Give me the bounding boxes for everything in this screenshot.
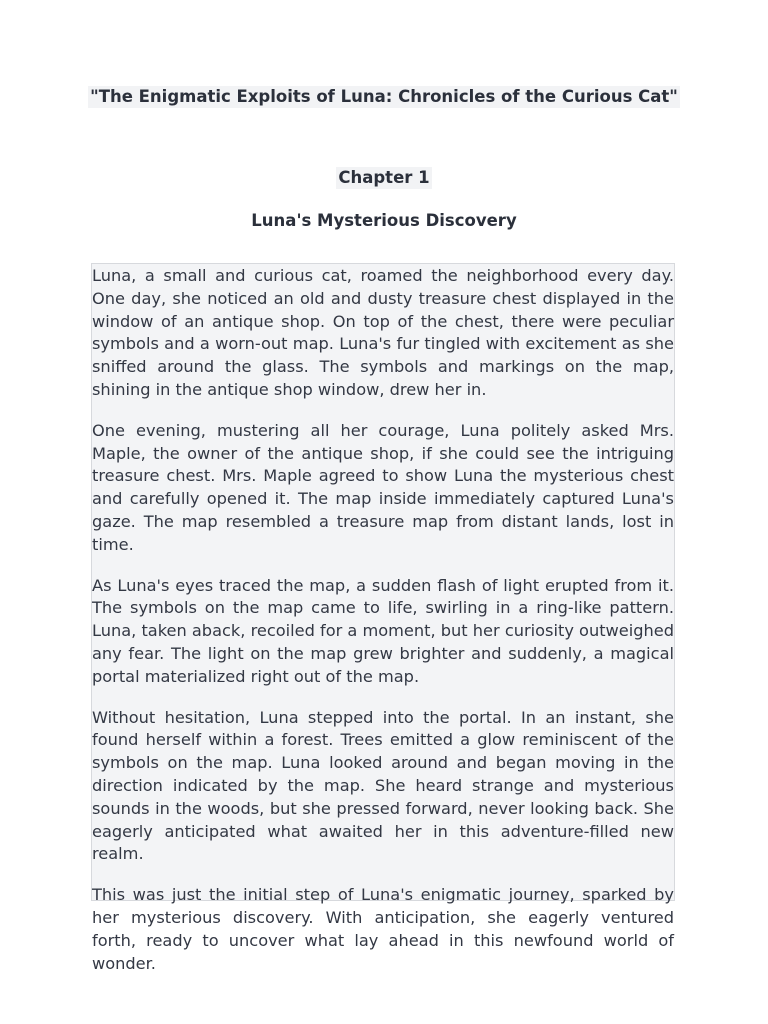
story-paragraph-4: Without hesitation, Luna stepped into the portal. In an instant, she found herself within a forest. Trees emitted a glow reminiscent of the symbols on the map. Luna looked around and began moving in the direction indicated by the map. She heard strange and mysterious sounds in the woods, but she pressed forward, never looking back. She eagerly anticipated what awaited her in this adventure-filled new realm. — [92, 707, 674, 864]
chapter-title-container — [0, 210, 768, 232]
title-container — [0, 86, 768, 108]
story-paragraph-5: This was just the initial step of Luna's enigmatic journey, sparked by her mysterious discovery. With anticipation, she eagerly ventured forth, ready to uncover what lay ahead in this newfound world of wonder. — [92, 885, 674, 973]
document-title: "The Enigmatic Exploits of Luna: Chronicles of the Curious Cat" — [90, 87, 678, 106]
story-paragraph-2: One evening, mustering all her courage, Luna politely asked Mrs. Maple, the owner of the antique shop, if she could see the intriguing treasure chest. Mrs. Maple agreed to show Luna the mysterious chest and carefully opened it. The map inside immediately captured Luna's gaze. The map resembled a treasure map from distant lands, lost in time. — [92, 420, 674, 554]
story-body — [91, 263, 675, 973]
chapter-container — [0, 167, 768, 189]
chapter-title: Luna's Mysterious Discovery — [251, 211, 517, 230]
story-paragraph-1: Luna, a small and curious cat, roamed the neighborhood every day. One day, she noticed an old and dusty treasure chest displayed in the window of an antique shop. On top of the chest, there were peculiar symbols and a worn-out map. Luna's fur tingled with excitement as she sniffed around the glass. The symbols and markings on the map, shining in the antique shop window, drew her in. — [92, 266, 674, 399]
chapter-heading: Chapter 1 — [338, 168, 430, 187]
story-paragraph-3: As Luna's eyes traced the map, a sudden flash of light erupted from it. The symbols on the map came to life, swirling in a ring-like pattern. Luna, taken aback, recoiled for a moment, but her curiosity outweighed any fear. The light on the map grew brighter and suddenly, a magical portal materialized right out of the map. — [92, 575, 675, 686]
